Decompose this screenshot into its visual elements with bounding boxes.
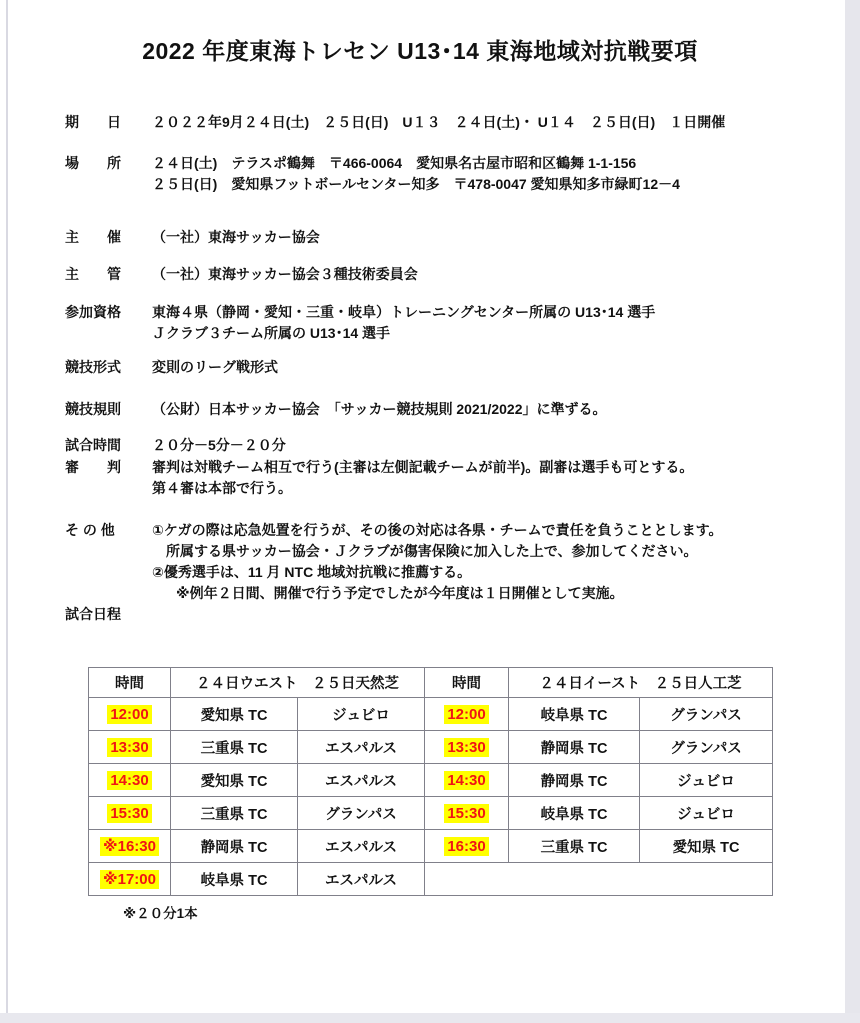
schedule-row	[89, 764, 773, 797]
team-cell: 岐阜県 TC	[509, 698, 640, 731]
time-highlight: 12:00	[107, 705, 151, 724]
section-label: 主 催	[65, 229, 121, 245]
header-west-group: ２４日ウエスト ２５日天然芝	[171, 668, 425, 698]
team-cell: 三重県 TC	[171, 797, 298, 830]
time-cell	[89, 731, 171, 764]
header-time-west: 時間	[89, 668, 171, 698]
schedule-footnote: ※２０分1本	[123, 906, 198, 921]
team-cell: グランパス	[640, 698, 773, 731]
page-edge-left	[6, 0, 8, 1014]
time-cell	[425, 731, 509, 764]
section-line: ②優秀選手は、11 月 NTC 地域対抗戦に推薦する。	[152, 564, 472, 580]
time-highlight: 14:30	[107, 771, 151, 790]
schedule-row	[89, 797, 773, 830]
header-east-group: ２４日イースト ２５日人工芝	[509, 668, 773, 698]
document-content	[65, 0, 805, 922]
time-highlight: 12:00	[444, 705, 488, 724]
team-cell: 岐阜県 TC	[509, 797, 640, 830]
section-label: 参加資格	[65, 304, 121, 320]
time-cell	[425, 764, 509, 797]
section-label: そ の 他	[65, 522, 115, 538]
team-cell: 三重県 TC	[171, 731, 298, 764]
time-cell	[89, 698, 171, 731]
time-cell	[89, 830, 171, 863]
section-organizer	[65, 227, 805, 248]
team-cell: エスパルス	[298, 731, 425, 764]
page-edge-bottom	[0, 1013, 860, 1023]
section-line: ２０２２年9月２４日(土) ２５日(日) U１３ ２４日(土)・ U１４ ２５日(日) １日開催	[152, 114, 726, 130]
team-cell: エスパルス	[298, 830, 425, 863]
team-cell: グランパス	[298, 797, 425, 830]
section-line: ①ケガの際は応急処置を行うが、その後の対応は各県・チームで責任を負うこととします。	[152, 522, 723, 538]
time-highlight: 13:30	[107, 738, 151, 757]
time-highlight: 14:30	[444, 771, 488, 790]
section-date	[65, 112, 805, 133]
schedule-header-row	[89, 668, 773, 698]
section-format	[65, 357, 805, 378]
section-label: 主 管	[65, 266, 121, 282]
section-line: 所属する県サッカー協会・Ｊクラブが傷害保険に加入した上で、参加してください。	[166, 543, 698, 559]
time-highlight: ※17:00	[100, 870, 159, 889]
section-label: 試合日程	[65, 606, 121, 622]
section-label: 競技規則	[65, 401, 121, 417]
schedule-row	[89, 731, 773, 764]
time-highlight: 16:30	[444, 837, 488, 856]
schedule-row	[89, 698, 773, 731]
section-eligibility	[65, 302, 805, 344]
section-schedule-heading	[65, 604, 805, 625]
time-cell	[89, 863, 171, 896]
schedule-row	[89, 863, 773, 896]
team-cell: 愛知県 TC	[640, 830, 773, 863]
team-cell: 愛知県 TC	[171, 764, 298, 797]
team-cell: エスパルス	[298, 764, 425, 797]
section-line: （公財）日本サッカー協会 「サッカー競技規則 2021/2022」に準ずる。	[152, 401, 607, 417]
section-line: 審判は対戦チーム相互で行う(主審は左側記載チームが前半)。副審は選手も可とする。	[152, 459, 694, 475]
section-line: （一社）東海サッカー協会	[152, 229, 320, 245]
team-cell: 静岡県 TC	[509, 731, 640, 764]
time-highlight: 15:30	[444, 804, 488, 823]
team-cell: ジュビロ	[640, 797, 773, 830]
time-highlight: ※16:30	[100, 837, 159, 856]
section-rules	[65, 399, 805, 420]
section-line: ２５日(日) 愛知県フットボールセンター知多 〒478-0047 愛知県知多市緑町12－4	[152, 176, 680, 192]
section-label: 審 判	[65, 459, 121, 475]
section-line: ２４日(土) テラスポ鶴舞 〒466-0064 愛知県名古屋市昭和区鶴舞 1-1-156	[152, 155, 637, 171]
section-match-time	[65, 435, 805, 456]
page-title: 2022 年度東海トレセン U13･14 東海地域対抗戦要項	[142, 38, 698, 64]
section-label: 場 所	[65, 155, 121, 171]
team-cell: グランパス	[640, 731, 773, 764]
section-line: ２０分－5分－２０分	[152, 437, 286, 453]
team-cell: ジュビロ	[640, 764, 773, 797]
time-cell	[425, 698, 509, 731]
section-line: Ｊクラブ３チーム所属の U13･14 選手	[152, 325, 391, 341]
section-label: 試合時間	[65, 437, 121, 453]
section-line: 変則のリーグ戦形式	[152, 359, 278, 375]
section-management	[65, 264, 805, 285]
time-highlight: 15:30	[107, 804, 151, 823]
section-line: 東海４県（静岡・愛知・三重・岐阜）トレーニングセンター所属の U13･14 選手	[152, 304, 656, 320]
team-cell: エスパルス	[298, 863, 425, 896]
schedule-table-wrap	[88, 667, 805, 922]
section-label: 競技形式	[65, 359, 121, 375]
header-time-east: 時間	[425, 668, 509, 698]
section-line: ※例年２日間、開催で行う予定でしたが今年度は１日開催として実施。	[176, 585, 624, 601]
team-cell: ジュビロ	[298, 698, 425, 731]
section-referee	[65, 457, 805, 499]
schedule-table	[88, 667, 773, 896]
time-cell	[89, 797, 171, 830]
page-edge-right	[845, 0, 860, 1023]
schedule-row	[89, 830, 773, 863]
team-cell: 三重県 TC	[509, 830, 640, 863]
section-label: 期 日	[65, 114, 121, 130]
time-cell	[425, 830, 509, 863]
team-cell: 静岡県 TC	[171, 830, 298, 863]
section-line: 第４審は本部で行う。	[152, 480, 292, 496]
section-venue	[65, 153, 805, 195]
section-line: （一社）東海サッカー協会３種技術委員会	[152, 266, 418, 282]
section-other	[65, 520, 805, 604]
time-cell	[425, 797, 509, 830]
empty-cell	[425, 863, 773, 896]
time-cell	[89, 764, 171, 797]
team-cell: 静岡県 TC	[509, 764, 640, 797]
team-cell: 岐阜県 TC	[171, 863, 298, 896]
team-cell: 愛知県 TC	[171, 698, 298, 731]
time-highlight: 13:30	[444, 738, 488, 757]
